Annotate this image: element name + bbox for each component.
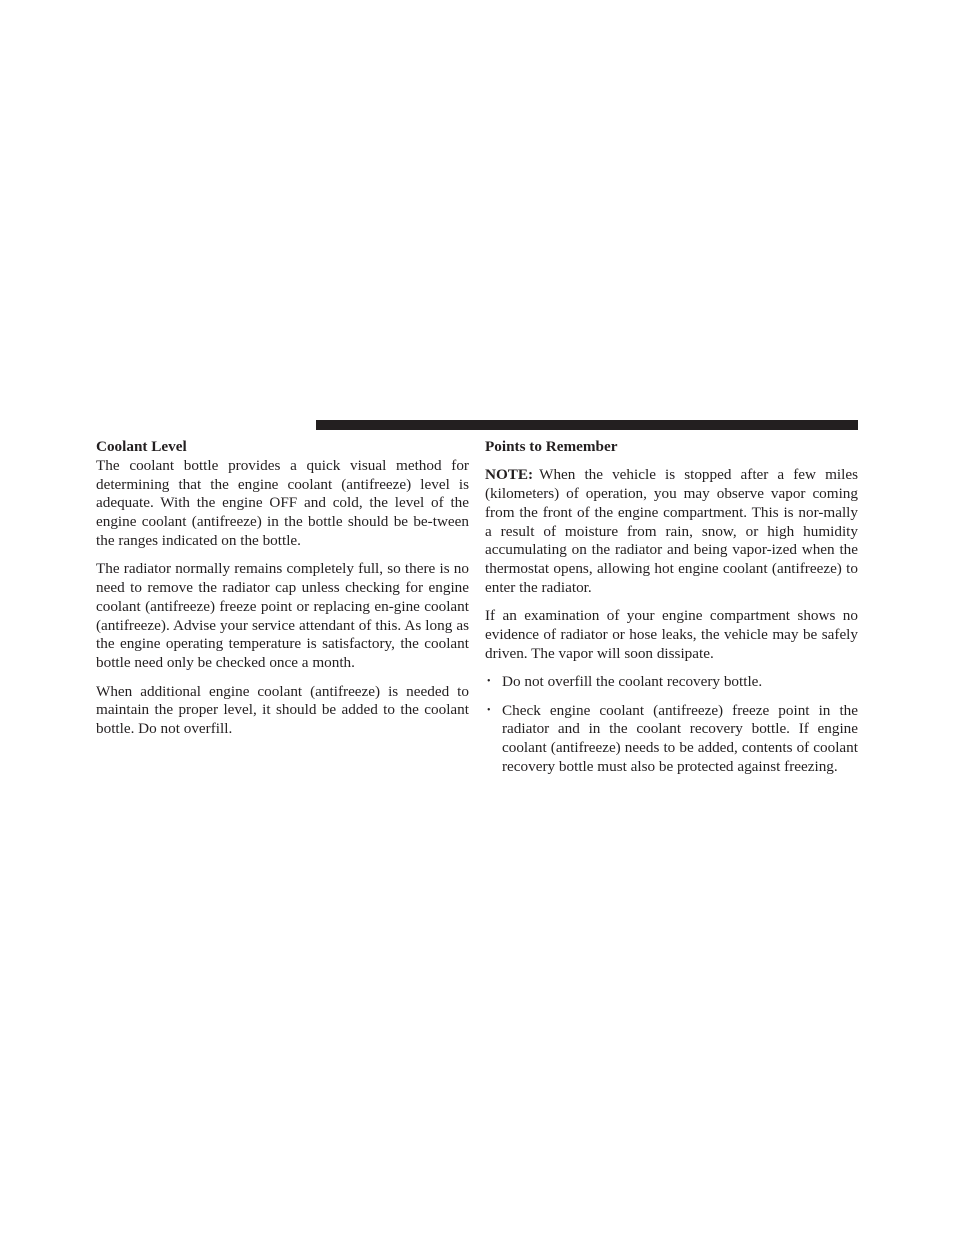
list-item bbox=[485, 673, 858, 692]
leak-check-paragraph: If an examination of your engine compartment shows no evidence of radiator or hose leaks, the vehicle may be safely driven. The vapor will soon dissipate. bbox=[485, 607, 858, 662]
note-text: When the vehicle is stopped after a few miles (kilometers) of operation, you may observe vapor coming from the front of the engine compartment. This is nor-mally a result of moisture from rain, snow, or high humidity accumulating on the radiator and being vapor-ized when the thermostat opens, allowing hot engine coolant (antifreeze) to enter the radiator. bbox=[485, 466, 858, 597]
list-item-text: Do not overfill the coolant recovery bottle. bbox=[502, 673, 763, 691]
reminder-list bbox=[485, 673, 858, 776]
coolant-level-paragraph-1: The coolant bottle provides a quick visual method for determining that the engine coolant (antifreeze) level is adequate. With the engine OFF and cold, the level of the engine coolant (antifreeze) in the bottle should be be-tween the ranges indicated on the bottle. bbox=[96, 456, 469, 549]
section-header-rule bbox=[316, 420, 858, 430]
bullet-icon: • bbox=[487, 704, 491, 716]
note-paragraph bbox=[485, 466, 858, 598]
bullet-icon: • bbox=[487, 676, 491, 688]
right-column bbox=[485, 438, 858, 786]
note-label: NOTE: bbox=[485, 466, 534, 484]
points-to-remember-heading: Points to Remember bbox=[485, 438, 618, 455]
coolant-level-paragraph-2: The radiator normally remains completely full, so there is no need to remove the radiator cap unless checking for engine coolant (antifreeze) freeze point or replacing en-gine coolant (antifreeze). Advise your service attendant of this. As long as the engine operating temperature is satisfactory, the coolant bottle need only be checked once a month. bbox=[96, 560, 469, 672]
coolant-level-paragraph-3: When additional engine coolant (antifreeze) is needed to maintain the proper level, it should be added to the coolant bottle. Do not overfill. bbox=[96, 682, 469, 738]
list-item bbox=[485, 702, 858, 777]
list-item-text: Check engine coolant (antifreeze) freeze point in the radiator and in the coolant recovery bottle. If engine coolant (antifreeze) needs to be added, contents of coolant recovery bottle must also be protected against freezing. bbox=[502, 701, 858, 775]
coolant-level-heading: Coolant Level bbox=[96, 438, 187, 455]
left-column bbox=[96, 438, 469, 748]
